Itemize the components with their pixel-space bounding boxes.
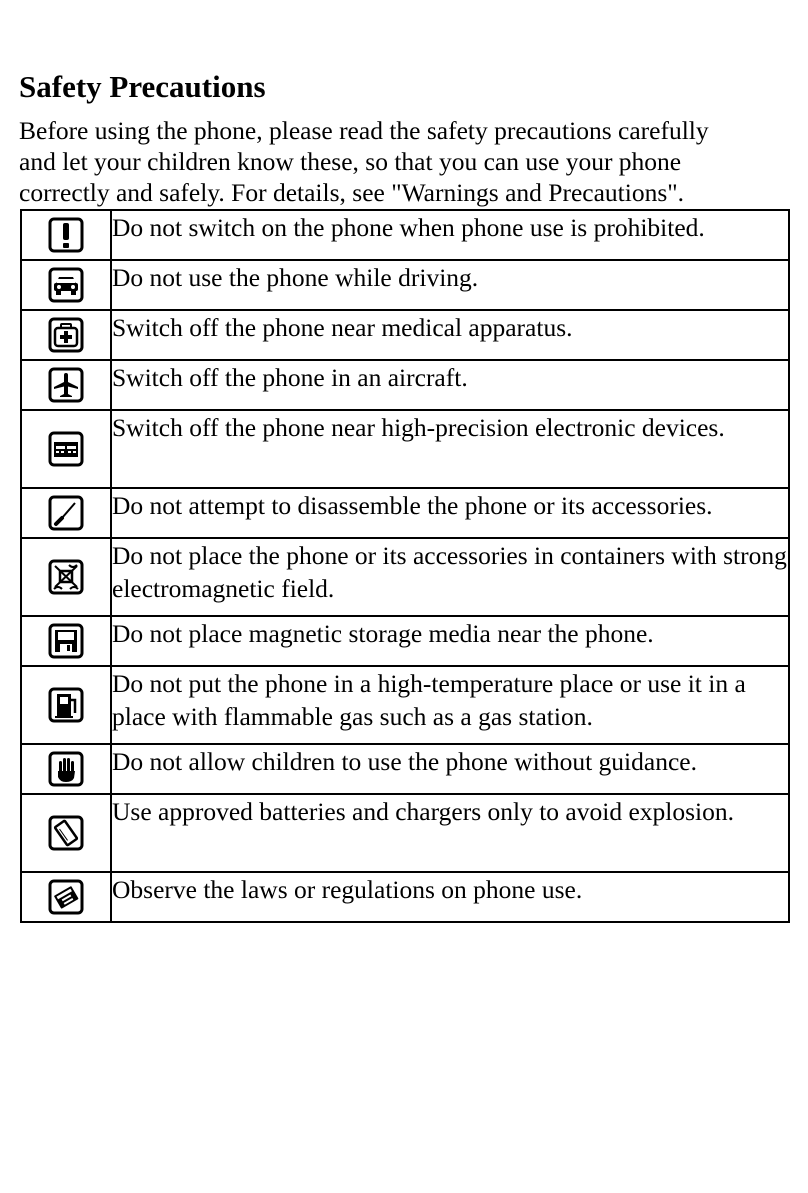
precaution-row <box>21 360 789 410</box>
floppy-disk-icon <box>47 622 85 660</box>
page-title: Safety Precautions <box>19 69 266 104</box>
gas-pump-icon <box>47 686 85 724</box>
precaution-text: Do not use the phone while driving. <box>111 260 789 310</box>
precaution-text: Use approved batteries and chargers only to avoid explosion. <box>111 794 789 872</box>
precaution-row <box>21 210 789 260</box>
screwdriver-icon <box>47 494 85 532</box>
car-icon <box>47 266 85 304</box>
precautions-table <box>20 209 790 923</box>
electromagnetic-field-icon <box>47 558 85 596</box>
precaution-text: Switch off the phone near high-precision electronic devices. <box>111 410 789 488</box>
precaution-text: Switch off the phone near medical apparatus. <box>111 310 789 360</box>
precaution-row <box>21 310 789 360</box>
battery-icon <box>47 814 85 852</box>
precaution-row <box>21 488 789 538</box>
precaution-row <box>21 666 789 744</box>
airplane-icon <box>47 366 85 404</box>
precaution-row <box>21 872 789 922</box>
electronic-device-icon <box>47 430 85 468</box>
intro-paragraph <box>19 115 799 208</box>
intro-line: and let your children know these, so that you can use your phone <box>19 147 682 176</box>
precaution-row <box>21 616 789 666</box>
precaution-text: Observe the laws or regulations on phone use. <box>111 872 789 922</box>
precaution-text: Do not place the phone or its accessories in containers with strong electromagnetic field. <box>111 538 789 616</box>
precaution-text: Do not place magnetic storage media near the phone. <box>111 616 789 666</box>
precaution-row <box>21 794 789 872</box>
precaution-text: Do not put the phone in a high-temperature place or use it in a place with flammable gas such as a gas station. <box>111 666 789 744</box>
hand-icon <box>47 750 85 788</box>
precaution-text: Do not allow children to use the phone without guidance. <box>111 744 789 794</box>
precaution-text: Do not attempt to disassemble the phone or its accessories. <box>111 488 789 538</box>
exclamation-icon <box>47 216 85 254</box>
precaution-row <box>21 410 789 488</box>
law-book-icon <box>47 878 85 916</box>
precaution-text: Switch off the phone in an aircraft. <box>111 360 789 410</box>
precaution-row <box>21 538 789 616</box>
precaution-row <box>21 260 789 310</box>
precaution-text: Do not switch on the phone when phone use is prohibited. <box>111 210 789 260</box>
intro-line: correctly and safely. For details, see "Warnings and Precautions". <box>19 178 685 207</box>
precaution-row <box>21 744 789 794</box>
medical-kit-icon <box>47 316 85 354</box>
intro-line: Before using the phone, please read the safety precautions carefully <box>19 116 709 145</box>
